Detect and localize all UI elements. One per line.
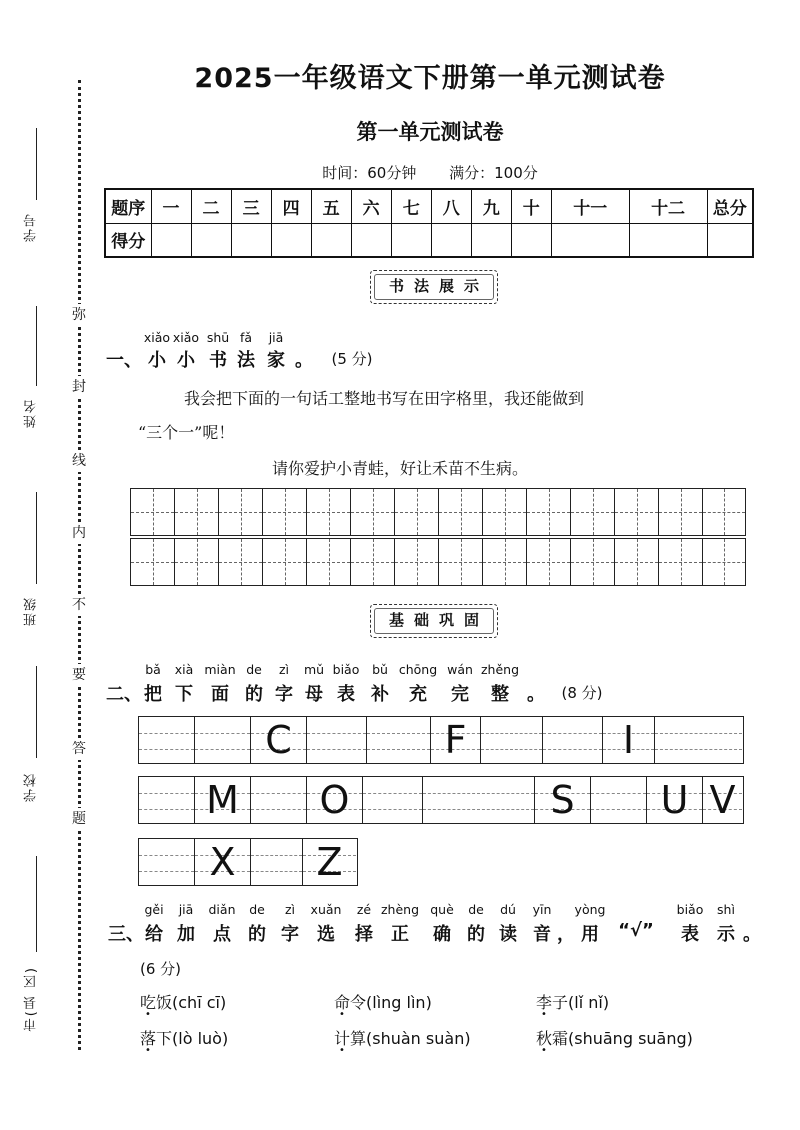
letter: C [265, 718, 292, 762]
q2-score: (8 分) [561, 684, 603, 702]
q1-pinyin [0, 330, 800, 346]
heading-char: 整 [491, 684, 509, 705]
pinyin: zé [356, 902, 372, 917]
tianzige-cell[interactable] [702, 488, 746, 536]
letter-cell[interactable] [655, 717, 742, 763]
tianzige-cell[interactable] [526, 488, 570, 536]
score-header-cell: 十二 [629, 189, 707, 223]
time-limit: 时间：60分钟 [322, 164, 417, 182]
heading-char: 把 [144, 684, 162, 705]
heading-char: 家 [267, 350, 285, 371]
letter: I [622, 718, 635, 762]
heading-char: 法 [237, 350, 255, 371]
q3-option[interactable] [536, 1026, 693, 1049]
q3-score: (6 分) [140, 960, 182, 978]
seal-char: 弥 [68, 304, 90, 326]
pinyin: yòng [574, 902, 606, 917]
score-row-label: 得分 [105, 223, 151, 257]
letter-cell [303, 839, 356, 885]
letter: O [319, 778, 350, 822]
pinyin: biǎo [676, 902, 704, 917]
tianzige-cell[interactable] [130, 538, 174, 586]
letter-cell[interactable] [139, 717, 195, 763]
q3-option[interactable] [140, 1026, 228, 1049]
score-header-cell: 十 [511, 189, 551, 223]
q1-sentence: 请你爱护小青蛙，好让禾苗不生病。 [272, 459, 529, 478]
school-label: 学校 [24, 772, 39, 802]
letter: Z [316, 840, 343, 884]
tianzige-cell[interactable] [350, 488, 394, 536]
letter-cell[interactable] [251, 839, 303, 885]
option-text: 霜(shuāng suāng) [552, 1029, 693, 1048]
tianzige-cell[interactable] [438, 488, 482, 536]
q3-option[interactable] [536, 990, 609, 1013]
student-number-label: 学号 [24, 212, 39, 242]
heading-char: 小 [148, 350, 166, 371]
pinyin: miàn [204, 662, 236, 677]
letter: M [206, 778, 239, 822]
student-number-line [36, 128, 37, 200]
score-table [104, 188, 754, 258]
letter-cell[interactable] [591, 777, 647, 823]
page-subtitle: 第一单元测试卷 [356, 120, 504, 144]
section-badge-calligraphy: 书法展示 [370, 270, 498, 304]
tianzige-cell[interactable] [262, 538, 306, 586]
score-input-cell[interactable] [391, 223, 431, 257]
score-header-cell: 总分 [707, 189, 753, 223]
heading-char: 下 [175, 684, 193, 705]
letter-cell[interactable] [481, 717, 543, 763]
tianzige-cell[interactable] [614, 538, 658, 586]
tianzige-row[interactable] [130, 538, 746, 586]
heading-char: 的 [248, 924, 266, 945]
pinyin: biǎo [332, 662, 360, 677]
heading-char: 正 [391, 924, 409, 945]
score-input-cell[interactable] [629, 223, 707, 257]
heading-char: 补 [371, 684, 389, 705]
score-table-header-row [105, 189, 753, 223]
score-header-cell: 七 [391, 189, 431, 223]
q3-heading [0, 920, 800, 944]
name-label: 姓名 [24, 398, 39, 428]
heading-char: 母 [305, 684, 323, 705]
seal-char: 答 [68, 738, 90, 760]
letter-cell[interactable] [363, 777, 423, 823]
score-header-cell: 八 [431, 189, 471, 223]
pinyin: yīn [532, 902, 552, 917]
pinyin: zì [284, 902, 296, 917]
pinyin: bǎ [145, 662, 161, 677]
pinyin: xiǎo [143, 330, 171, 345]
pinyin: de [468, 902, 484, 917]
letter-cell [195, 839, 251, 885]
dotted-char: 落 [140, 1029, 157, 1048]
tianzige-cell[interactable] [174, 538, 218, 586]
letter-cell [307, 777, 363, 823]
pinyin: fǎ [239, 330, 253, 345]
pinyin: de [246, 662, 262, 677]
pinyin: wán [447, 662, 473, 677]
score-input-cell[interactable] [431, 223, 471, 257]
score-input-cell[interactable] [151, 223, 191, 257]
option-text: 算(shuàn suàn) [350, 1029, 471, 1048]
heading-char: 面 [211, 684, 229, 705]
heading-char: 给 [145, 924, 163, 945]
section-badge-basics: 基础巩固 [370, 604, 498, 638]
pinyin: jiā [178, 902, 194, 917]
score-header-cell: 三 [231, 189, 271, 223]
dotted-char: 秋 [536, 1029, 553, 1048]
dotted-char: 计 [334, 1029, 351, 1048]
letter-cell [195, 777, 251, 823]
q3-option[interactable] [334, 1026, 471, 1049]
score-header-cell: 四 [271, 189, 311, 223]
option-text: 令(lìng lìn) [350, 993, 432, 1012]
letter: U [660, 778, 689, 822]
option-text: 子(lǐ nǐ) [552, 993, 610, 1012]
tianzige-cell[interactable] [130, 488, 174, 536]
score-header-cell: 十一 [551, 189, 629, 223]
tianzige-cell[interactable] [702, 538, 746, 586]
letter-cell [703, 777, 742, 823]
letter-cell[interactable] [367, 717, 431, 763]
letter: F [444, 718, 467, 762]
score-input-cell[interactable] [707, 223, 753, 257]
letter-cell[interactable] [423, 777, 535, 823]
seal-char: 内 [68, 522, 90, 544]
heading-char: 。 [527, 684, 545, 705]
letter-cell [647, 777, 703, 823]
tianzige-cell[interactable] [262, 488, 306, 536]
letter-cell[interactable] [251, 777, 307, 823]
score-header-cell: 二 [191, 189, 231, 223]
letter-cell[interactable] [543, 717, 603, 763]
tianzige-cell[interactable] [482, 538, 526, 586]
q3-pinyin [0, 902, 800, 918]
tianzige-cell[interactable] [438, 538, 482, 586]
letter: V [709, 778, 736, 822]
heading-char: 表 [337, 684, 355, 705]
tianzige-cell[interactable] [394, 488, 438, 536]
seal-char: 不 [68, 594, 90, 616]
pinyin: de [249, 902, 265, 917]
score-input-cell[interactable] [311, 223, 351, 257]
heading-char: 。 [295, 350, 313, 371]
score-header-cell: 五 [311, 189, 351, 223]
q2-pinyin [0, 662, 800, 678]
q2-heading [0, 680, 800, 704]
dotted-char: 吃 [140, 993, 157, 1012]
pinyin: zhěng [480, 662, 520, 677]
tianzige-cell[interactable] [570, 488, 614, 536]
letter-cell [535, 777, 591, 823]
dotted-char: 命 [334, 993, 351, 1012]
letter: S [550, 778, 575, 822]
class-label: 班级 [24, 596, 39, 626]
tianzige-cell[interactable] [218, 488, 262, 536]
heading-char: 选 [317, 924, 335, 945]
question-number: 一、 [106, 350, 142, 371]
score-header-cell: 题序 [105, 189, 151, 223]
q1-score: (5 分) [331, 350, 373, 368]
score-input-cell[interactable] [191, 223, 231, 257]
heading-char: “√” [618, 920, 654, 941]
class-line [36, 492, 37, 584]
pinyin: zhèng [380, 902, 420, 917]
question-number: 二、 [106, 684, 142, 705]
option-text: 饭(chī cī) [156, 993, 227, 1012]
heading-char: 加 [177, 924, 195, 945]
score-input-cell[interactable] [271, 223, 311, 257]
score-input-cell[interactable] [551, 223, 629, 257]
heading-char: 读 [499, 924, 517, 945]
score-input-cell[interactable] [511, 223, 551, 257]
tianzige-cell[interactable] [614, 488, 658, 536]
letter-cell[interactable] [139, 839, 195, 885]
heading-char: 表 [681, 924, 699, 945]
tianzige-cell[interactable] [658, 538, 702, 586]
score-header-cell: 六 [351, 189, 391, 223]
tianzige-cell[interactable] [570, 538, 614, 586]
full-score: 满分：100分 [449, 164, 538, 182]
tianzige-cell[interactable] [482, 488, 526, 536]
pinyin: mǔ [303, 662, 325, 677]
heading-char: 的 [467, 924, 485, 945]
tianzige-row[interactable] [130, 488, 746, 536]
letter-cell [603, 717, 655, 763]
page-title: 2025一年级语文下册第一单元测试卷 [194, 63, 666, 94]
heading-char: 择 [355, 924, 373, 945]
letter-cell [251, 717, 307, 763]
heading-char: 点 [213, 924, 231, 945]
pinyin: dú [500, 902, 516, 917]
pinyin: xià [174, 662, 194, 677]
tianzige-cell[interactable] [526, 538, 570, 586]
heading-char: 示 [717, 924, 735, 945]
tianzige-cell[interactable] [350, 538, 394, 586]
pinyin: xuǎn [310, 902, 342, 917]
pinyin: shū [206, 330, 230, 345]
pinyin: chōng [398, 662, 438, 677]
pinyin: bǔ [372, 662, 388, 677]
q1-instruction-line2: “三个一”呢！ [138, 423, 235, 442]
heading-char: 书 [209, 350, 227, 371]
tianzige-cell[interactable] [174, 488, 218, 536]
seal-char: 线 [68, 450, 90, 472]
pinyin: zì [278, 662, 290, 677]
score-input-cell[interactable] [351, 223, 391, 257]
q3-option[interactable] [140, 990, 226, 1013]
letter-cell[interactable] [195, 717, 251, 763]
tianzige-cell[interactable] [218, 538, 262, 586]
option-text: 下(lò luò) [156, 1029, 229, 1048]
tianzige-cell[interactable] [306, 488, 350, 536]
pinyin: xiǎo [172, 330, 200, 345]
seal-char: 要 [68, 664, 90, 686]
pinyin: diǎn [208, 902, 236, 917]
heading-char: 充 [409, 684, 427, 705]
q1-instruction-line1: 我会把下面的一句话工整地书写在田字格里，我还能做到 [184, 389, 585, 408]
seal-char: 题 [68, 808, 90, 830]
score-header-cell: 九 [471, 189, 511, 223]
letter-cell[interactable] [139, 777, 195, 823]
letter-cell [431, 717, 481, 763]
tianzige-cell[interactable] [394, 538, 438, 586]
q1-heading [0, 346, 800, 370]
heading-char: ， [557, 924, 575, 945]
tianzige-cell[interactable] [306, 538, 350, 586]
heading-char: 字 [281, 924, 299, 945]
heading-char: 字 [275, 684, 293, 705]
dotted-char: 李 [536, 993, 553, 1012]
pinyin: gěi [144, 902, 164, 917]
letter-grid-row-3 [138, 838, 358, 886]
heading-char: 完 [451, 684, 469, 705]
heading-char: 小 [177, 350, 195, 371]
score-header-cell: 一 [151, 189, 191, 223]
heading-char: 的 [245, 684, 263, 705]
city-label: 市(县 区) [24, 966, 39, 1032]
seal-char: 封 [68, 376, 90, 398]
letter: X [209, 840, 236, 884]
heading-char: 用 [581, 924, 599, 945]
time-info [110, 162, 750, 183]
pinyin: què [430, 902, 454, 917]
heading-char: 确 [433, 924, 451, 945]
question-number: 三、 [108, 924, 144, 945]
letter-grid-row-1 [138, 716, 744, 764]
heading-char: 音 [533, 924, 551, 945]
letter-grid-row-2 [138, 776, 744, 824]
letter-cell[interactable] [307, 717, 367, 763]
score-table-score-row [105, 223, 753, 257]
pinyin: jiā [268, 330, 284, 345]
q3-option[interactable] [334, 990, 432, 1013]
heading-char: 。 [743, 924, 761, 945]
score-input-cell[interactable] [231, 223, 271, 257]
pinyin: shì [717, 902, 735, 917]
score-input-cell[interactable] [471, 223, 511, 257]
tianzige-cell[interactable] [658, 488, 702, 536]
